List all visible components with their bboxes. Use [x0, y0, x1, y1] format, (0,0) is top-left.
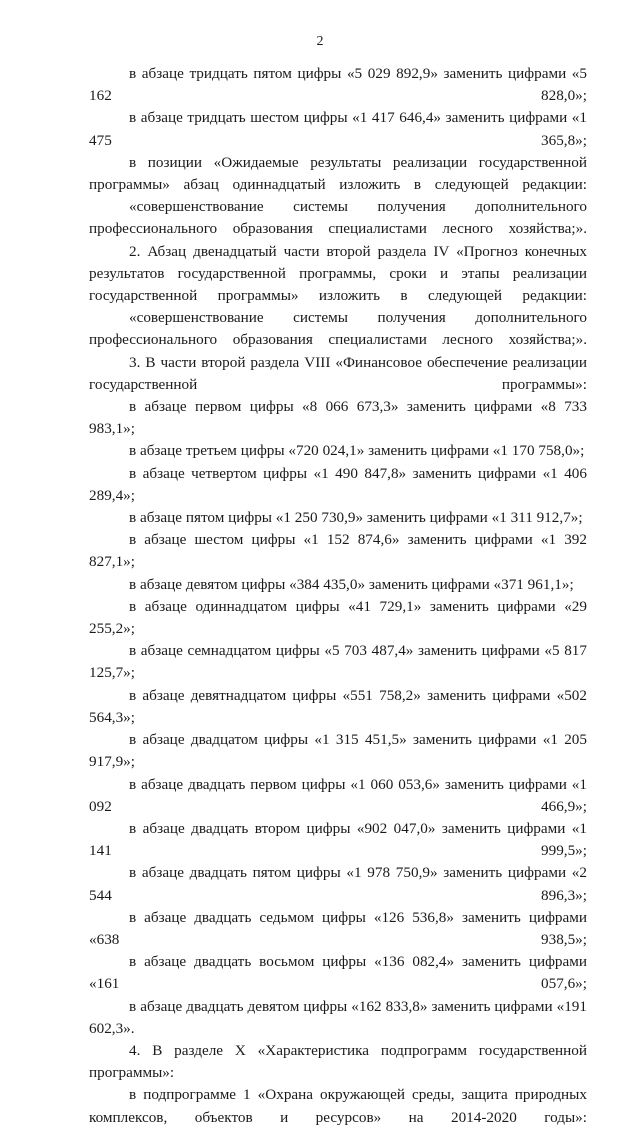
paragraph: в абзаце первом цифры «8 066 673,3» заменить цифрами «8 733 983,1»;: [89, 398, 587, 438]
paragraph: в абзаце двадцать седьмом цифры «126 536,8» заменить цифрами «638 938,5»;: [89, 908, 587, 948]
paragraph: в абзаце тридцать шестом цифры «1 417 646,4» заменить цифрами «1 475 365,8»;: [89, 109, 587, 149]
paragraph: в абзаце тридцать пятом цифры «5 029 892,9» заменить цифрами «5 162 828,0»;: [89, 65, 587, 105]
paragraph: в абзаце семнадцатом цифры «5 703 487,4» заменить цифрами «5 817 125,7»;: [89, 642, 587, 682]
document-body: [89, 63, 587, 1129]
paragraph: «совершенствование системы получения дополнительного профессионального образования специалистами лесного хозяйства;».: [89, 198, 587, 238]
paragraph: в позиции «Ожидаемые результаты реализации государственной программы» абзац одиннадцатый изложить в следующей редакции:: [89, 153, 587, 194]
paragraph: в абзаце третьем цифры «720 024,1» заменить цифрами «1 170 758,0»;: [129, 442, 585, 460]
paragraph: в абзаце девятнадцатом цифры «551 758,2» заменить цифрами «502 564,3»;: [89, 686, 587, 726]
paragraph: в абзаце четвертом цифры «1 490 847,8» заменить цифрами «1 406 289,4»;: [89, 464, 587, 504]
paragraph: в абзаце шестом цифры «1 152 874,6» заменить цифрами «1 392 827,1»;: [89, 531, 587, 571]
paragraph: 4. В разделе X «Характеристика подпрограмм государственной программы»:: [89, 1041, 587, 1082]
paragraph: «совершенствование системы получения дополнительного профессионального образования специалистами лесного хозяйства;».: [89, 309, 587, 349]
paragraph: в абзаце двадцать восьмом цифры «136 082,4» заменить цифрами «161 057,6»;: [89, 953, 587, 993]
paragraph: в подпрограмме 1 «Охрана окружающей среды, защита природных комплексов, объектов и ресурсов» на 2014-2020 годы»:: [89, 1086, 587, 1126]
paragraph: в абзаце двадцать пятом цифры «1 978 750,9» заменить цифрами «2 544 896,3»;: [89, 864, 587, 904]
paragraph: в абзаце двадцать девятом цифры «162 833,8» заменить цифрами «191 602,3».: [89, 997, 587, 1037]
paragraph: 3. В части второй раздела VIII «Финансовое обеспечение реализации государственной программы»:: [89, 353, 587, 393]
paragraph: в абзаце пятом цифры «1 250 730,9» заменить цифрами «1 311 912,7»;: [129, 509, 583, 527]
paragraph: в абзаце одиннадцатом цифры «41 729,1» заменить цифрами «29 255,2»;: [89, 597, 587, 638]
paragraph: в абзаце двадцатом цифры «1 315 451,5» заменить цифрами «1 205 917,9»;: [89, 731, 587, 771]
paragraph: в абзаце девятом цифры «384 435,0» заменить цифрами «371 961,1»;: [129, 575, 574, 593]
page-number: 2: [316, 34, 324, 49]
paragraph: в абзаце двадцать первом цифры «1 060 053,6» заменить цифрами «1 092 466,9»;: [89, 775, 587, 815]
paragraph: в абзаце двадцать втором цифры «902 047,0» заменить цифрами «1 141 999,5»;: [89, 819, 587, 860]
paragraph: 2. Абзац двенадцатый части второй раздела IV «Прогноз конечных результатов государственной программы, сроки и этапы реализации государственной программы» изложить в следующей редакции:: [89, 242, 587, 305]
